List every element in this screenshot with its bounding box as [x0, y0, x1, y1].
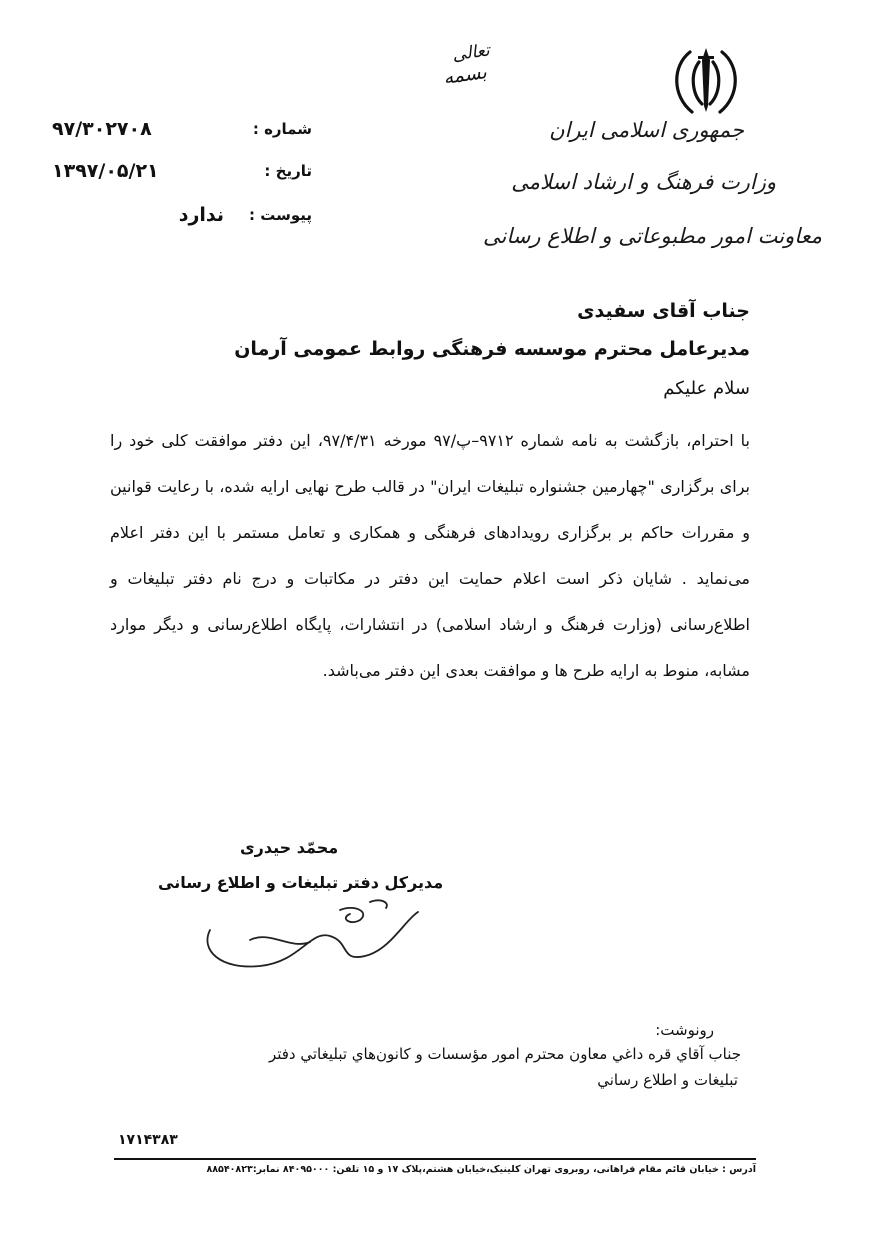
signatory-name: محمّد حیدری [240, 838, 339, 857]
cc-recipient-line-1: جناب آقاي قره داغي معاون محترم امور مؤسسات و كانون‌هاي تبليغاتي دفتر [268, 1045, 741, 1063]
greeting: سلام علیکم [663, 378, 750, 399]
attachment-value: ندارد [178, 204, 224, 226]
ministry-line-ministry: وزارت فرهنگ و ارشاد اسلامی [511, 170, 776, 194]
document-code: ۱۷۱۴۳۸۳ [118, 1132, 178, 1148]
addressee-name: جناب آقای سفیدی [577, 300, 750, 322]
letter-date-value: ۱۳۹۷/۰۵/۲۱ [52, 160, 159, 182]
letter-number-value: ۹۷/۳۰۲۷۰۸ [52, 118, 152, 140]
letter-date-label: تاریخ : [264, 162, 312, 180]
ministry-line-republic: جمهوری اسلامی ایران [549, 118, 744, 142]
letter-number-row [52, 118, 312, 144]
bismillah-calligraphy [421, 39, 509, 112]
signatory-title: مدیرکل دفتر تبلیغات و اطلاع رسانی [158, 873, 444, 892]
footer-address: آدرس : خیابان قائم مقام فراهانی، روبروی تهران کلینیک،خیابان هشتم،پلاک ۱۷ و ۱۵ تلفن: ۸۴۰۹۵۰۰۰ نمابر:۸۸۵۴۰۸۲۳ [206, 1164, 756, 1175]
attachment-row [52, 204, 312, 230]
handwritten-signature [190, 890, 430, 980]
letter-body: با احترام، بازگشت به نامه شماره ۹۷۱۲–پ/۹۷ مورخه ۹۷/۴/۳۱، این دفتر موافقت کلی خود را برای برگزاری "چهارمین جشنواره تبلیغات ایران" در قالب طرح نهایی ارایه شده، با رعایت قوانین و مقررات حاکم بر برگزاری رویدادهای فرهنگی و همکاری و تعامل مستمر با این دفتر اعلام می‌نماید . شایان ذکر است اعلام حمایت این دفتر در مکاتبات و درج نام دفتر تبلیغات و اطلاع‌رسانی (وزارت فرهنگ و ارشاد اسلامی) در انتشارات، پایگاه اطلاع‌رسانی و دیگر موارد مشابه، منوط به ارایه طرح ها و موافقت بعدی این دفتر می‌باشد. [110, 431, 750, 680]
cc-recipient-line-2: تبليغات و اطلاع رساني [597, 1071, 738, 1089]
footer-divider [114, 1158, 756, 1160]
letter-number-label: شماره : [252, 120, 312, 138]
cc-title: رونوشت: [655, 1021, 714, 1039]
attachment-label: پیوست : [248, 206, 312, 224]
bismillah-line-2: بسمه [441, 61, 489, 89]
iran-emblem-icon [668, 42, 744, 120]
addressee-title: مدیرعامل محترم موسسه فرهنگی روابط عمومی آرمان [234, 338, 750, 360]
bismillah-line-1: تعالی [451, 40, 491, 66]
letter-date-row [52, 160, 312, 186]
ministry-line-deputy: معاونت امور مطبوعاتی و اطلاع رسانی [482, 224, 822, 248]
